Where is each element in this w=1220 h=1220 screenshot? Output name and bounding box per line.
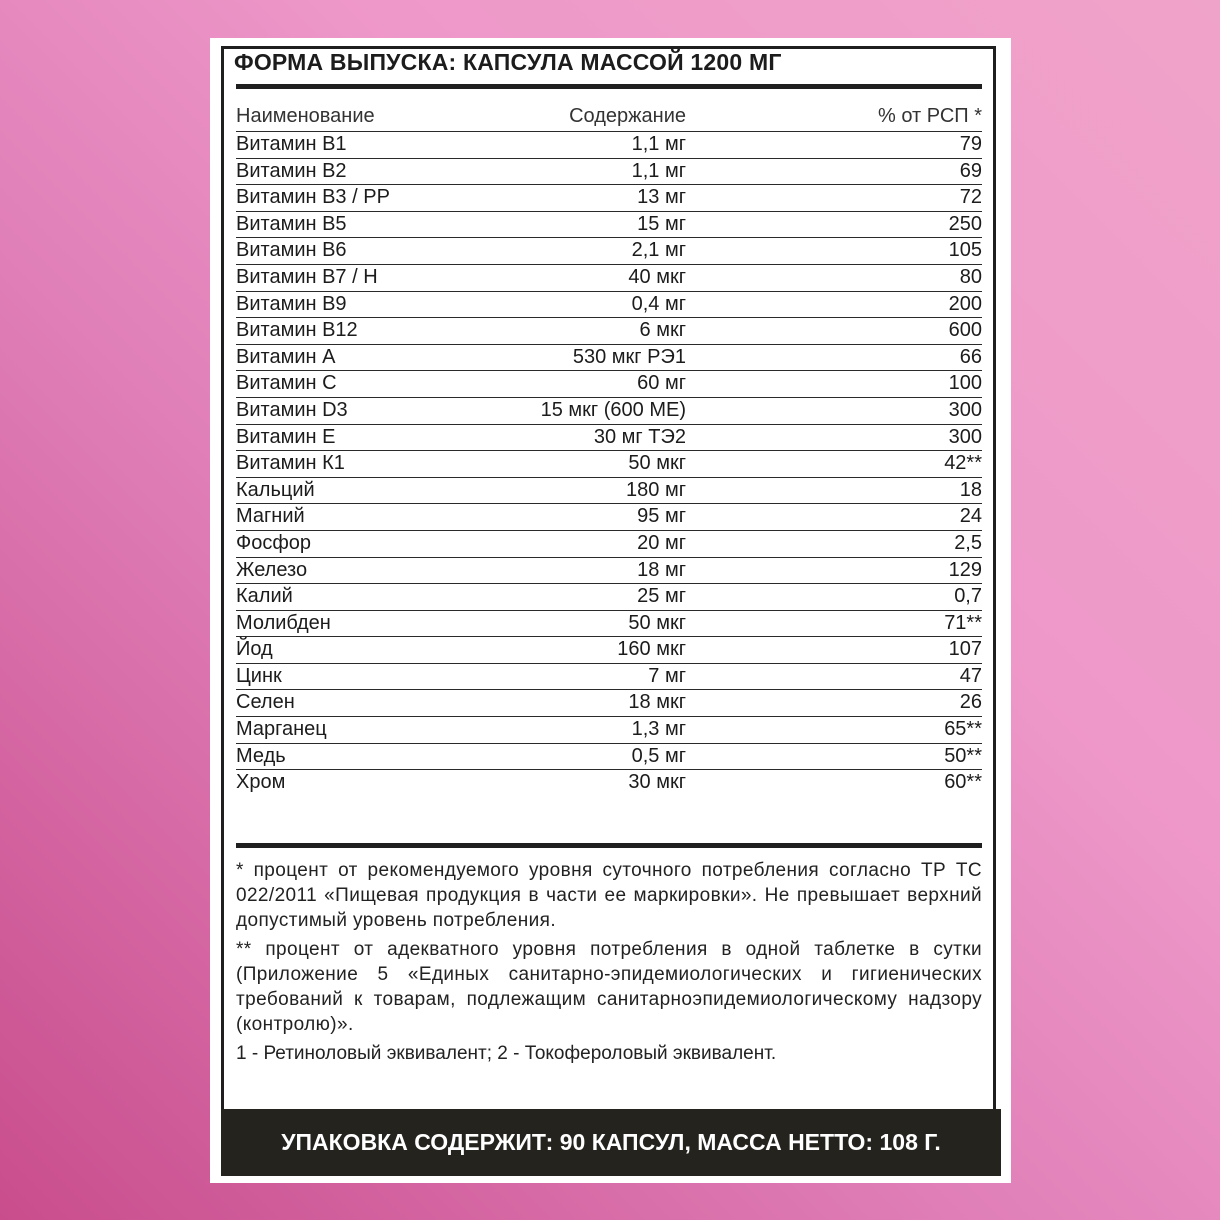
nutrient-amount: 20 мг	[637, 531, 686, 554]
table-row	[236, 212, 982, 239]
table-row	[236, 584, 982, 611]
nutrient-amount: 18 мг	[637, 558, 686, 581]
nutrient-name: Витамин В7 / Н	[236, 265, 378, 288]
nutrient-percent: 300	[948, 425, 982, 448]
nutrient-name: Цинк	[236, 664, 282, 687]
nutrient-name: Витамин А	[236, 345, 336, 368]
nutrient-percent: 47	[959, 664, 982, 687]
nutrient-name: Витамин Е	[236, 425, 336, 448]
nutrient-name: Витамин В12	[236, 319, 358, 342]
table-row	[236, 770, 982, 796]
nutrient-percent: 129	[948, 558, 982, 581]
table-row	[236, 292, 982, 319]
nutrient-percent: 200	[948, 292, 982, 315]
nutrient-name: Витамин В5	[236, 212, 347, 235]
nutrient-amount: 1,1 мг	[631, 159, 686, 182]
table-row	[236, 611, 982, 638]
nutrient-name: Хром	[236, 771, 286, 794]
top-divider	[236, 84, 982, 89]
table-header-row	[236, 93, 982, 132]
footnotes	[236, 858, 982, 1070]
nutrient-amount: 180 мг	[626, 478, 686, 501]
nutrient-name: Магний	[236, 505, 305, 528]
nutrient-name: Марганец	[236, 718, 327, 741]
table-row	[236, 265, 982, 292]
nutrient-name: Кальций	[236, 478, 315, 501]
nutrient-percent: 69	[959, 159, 982, 182]
nutrient-percent: 80	[959, 265, 982, 288]
nutrient-name: Калий	[236, 585, 293, 608]
nutrient-percent: 66	[959, 345, 982, 368]
nutrient-percent: 2,5	[954, 531, 982, 554]
release-form-title: ФОРМА ВЫПУСКА: КАПСУЛА МАССОЙ 1200 МГ	[234, 49, 782, 75]
footnote-equivalents: 1 - Ретиноловый эквивалент; 2 - Токофероловый эквивалент.	[236, 1043, 777, 1064]
nutrient-amount: 30 мкг	[628, 771, 686, 794]
nutrient-amount: 6 мкг	[639, 319, 686, 342]
nutrient-percent: 300	[948, 398, 982, 421]
nutrient-amount: 160 мкг	[617, 638, 686, 661]
nutrient-name: Железо	[236, 558, 308, 581]
nutrient-amount: 25 мг	[637, 585, 686, 608]
nutrient-amount: 18 мкг	[628, 691, 686, 714]
nutrient-percent: 42**	[944, 452, 982, 475]
nutrient-amount: 95 мг	[637, 505, 686, 528]
nutrient-percent: 600	[948, 319, 982, 342]
nutrient-percent: 50**	[944, 744, 982, 767]
nutrient-amount: 50 мкг	[628, 611, 686, 634]
table-row	[236, 398, 982, 425]
nutrient-name: Фосфор	[236, 531, 312, 554]
nutrient-name: Витамин В2	[236, 159, 347, 182]
table-row	[236, 531, 982, 558]
nutrient-amount: 13 мг	[637, 186, 686, 209]
nutrient-percent: 100	[948, 372, 982, 395]
table-row	[236, 132, 982, 159]
nutrient-percent: 60**	[944, 771, 982, 794]
nutrient-percent: 0,7	[954, 585, 982, 608]
header-content: Содержание	[569, 105, 686, 127]
table-row	[236, 558, 982, 585]
nutrient-table	[236, 93, 982, 796]
nutrient-percent: 105	[948, 239, 982, 262]
nutrient-amount: 7 мг	[648, 664, 686, 687]
table-row	[236, 345, 982, 372]
nutrient-name: Селен	[236, 691, 295, 714]
table-row	[236, 159, 982, 186]
table-row	[236, 744, 982, 771]
nutrient-amount: 0,5 мг	[631, 744, 686, 767]
nutrient-percent: 65**	[944, 718, 982, 741]
nutrient-percent: 72	[959, 186, 982, 209]
nutrient-name: Йод	[236, 638, 273, 661]
nutrient-name: Витамин В9	[236, 292, 347, 315]
nutrient-percent: 24	[959, 505, 982, 528]
nutrient-amount: 50 мкг	[628, 452, 686, 475]
header-percent: % от РСП *	[877, 105, 982, 127]
nutrient-percent: 18	[959, 478, 982, 501]
nutrient-amount: 1,1 мг	[631, 133, 686, 155]
nutrient-amount: 40 мкг	[628, 265, 686, 288]
nutrient-amount: 15 мкг (600 МЕ)	[540, 398, 686, 421]
nutrient-name: Витамин С	[236, 372, 337, 395]
table-row	[236, 478, 982, 505]
nutrient-percent: 26	[959, 691, 982, 714]
nutrient-percent: 71**	[944, 611, 982, 634]
nutrient-amount: 530 мкг РЭ1	[572, 345, 686, 368]
nutrient-percent: 107	[948, 638, 982, 661]
table-row	[236, 451, 982, 478]
footnote-rsp: * процент от рекомендуемого уровня суточного потребления согласно ТР ТС 022/2011 «Пищевая продукция в части ее маркировки». Не превышает верхний допустимый уровень потребления.	[236, 860, 982, 931]
nutrient-name: Молибден	[236, 611, 331, 634]
nutrient-amount: 1,3 мг	[631, 718, 686, 741]
table-row	[236, 318, 982, 345]
table-row	[236, 664, 982, 691]
nutrient-name: Витамин К1	[236, 452, 345, 475]
table-row	[236, 504, 982, 531]
nutrient-amount: 2,1 мг	[631, 239, 686, 262]
nutrient-amount: 0,4 мг	[631, 292, 686, 315]
nutrient-name: Витамин В1	[236, 133, 347, 155]
nutrient-name: Витамин D3	[236, 398, 348, 421]
nutrient-percent: 250	[948, 212, 982, 235]
table-row	[236, 185, 982, 212]
nutrient-name: Витамин В6	[236, 239, 347, 262]
nutrient-amount: 60 мг	[637, 372, 686, 395]
nutrient-percent: 79	[959, 133, 982, 155]
table-row	[236, 371, 982, 398]
nutrient-amount: 15 мг	[637, 212, 686, 235]
table-row	[236, 717, 982, 744]
header-name: Наименование	[236, 105, 375, 127]
nutrient-name: Витамин В3 / РР	[236, 186, 390, 209]
table-row	[236, 238, 982, 265]
supplement-label-card	[210, 38, 1011, 1183]
footnote-adequate: ** процент от адекватного уровня потребления в одной таблетке в сутки (Приложение 5 «Единых санитарно-эпидемиологических и гигиенических требований к товарам, подлежащим санитарноэпидемиологическому надзору (контролю)».	[236, 939, 982, 1035]
bottom-divider	[236, 843, 982, 848]
package-contents-banner: УПАКОВКА СОДЕРЖИТ: 90 КАПСУЛ, МАССА НЕТТО: 108 Г.	[221, 1109, 1001, 1176]
nutrient-name: Медь	[236, 744, 286, 767]
table-row	[236, 690, 982, 717]
nutrient-amount: 30 мг ТЭ2	[593, 425, 686, 448]
table-row	[236, 637, 982, 664]
table-row	[236, 425, 982, 452]
